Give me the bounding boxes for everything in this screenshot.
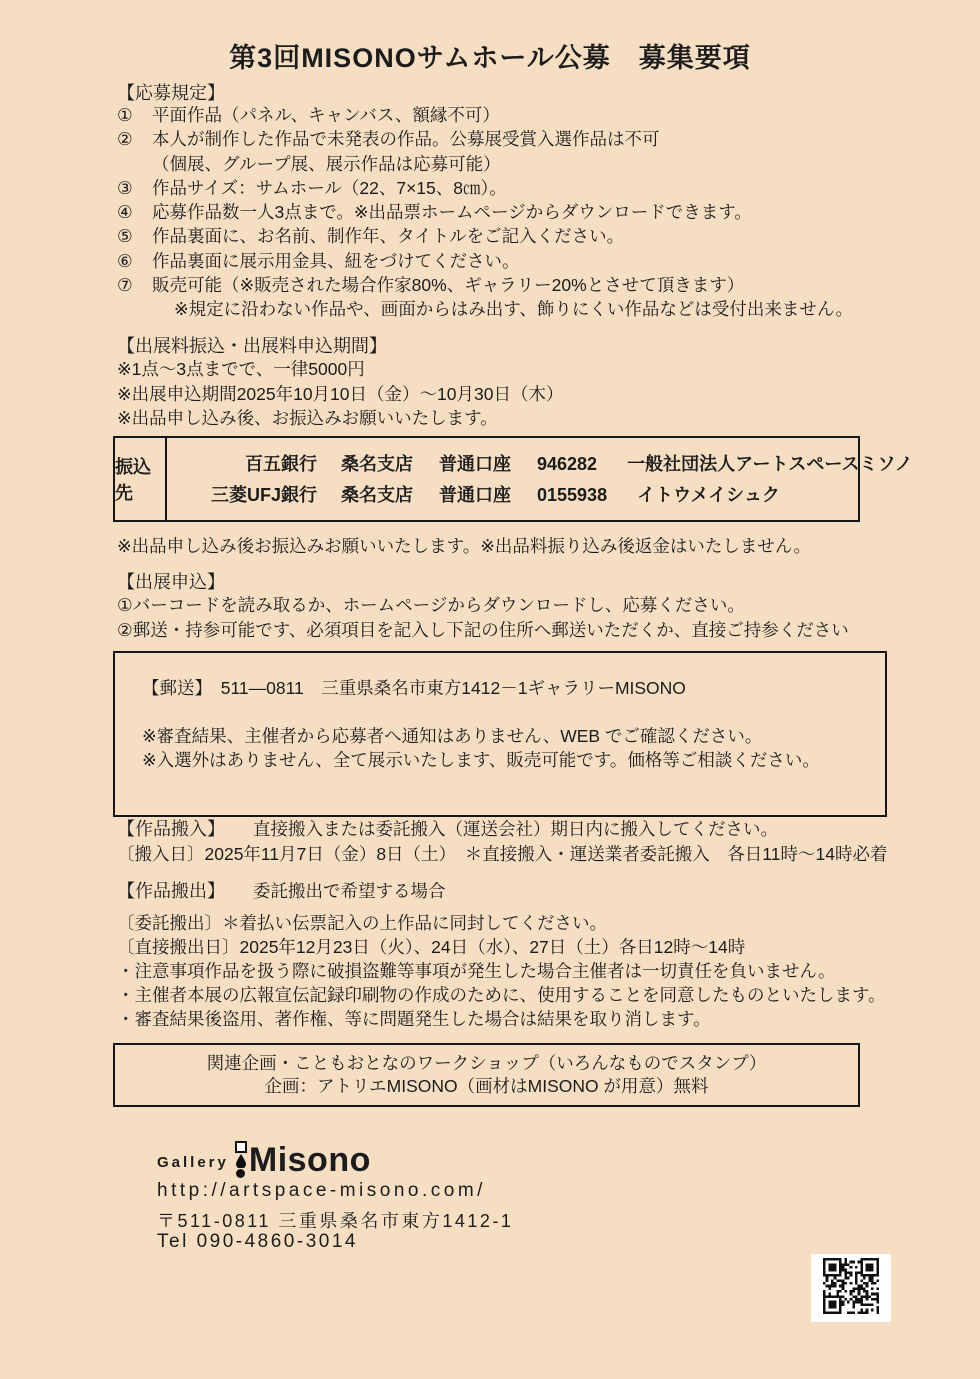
rule-number: ④ — [117, 202, 133, 223]
rule-item — [117, 176, 867, 200]
rule-text-line: 本人が制作した作品で未発表の作品。公募展受賞入選作品は不可 — [152, 129, 660, 150]
carry-in-date-line: 〔搬入日〕2025年11月7日（金）8日（土） ＊直接搬入・運送業者委託搬入 各日11時～14時必着 — [117, 844, 888, 864]
gallery-label: Gallery — [157, 1154, 229, 1171]
bank-branch: 桑名支店 — [341, 484, 413, 505]
qr-code-panel — [811, 1254, 891, 1322]
bank-account-holder: イトウメイシュク — [637, 484, 780, 505]
postal-address: 〒511-0811 三重県桑名市東方1412-1 — [157, 1211, 514, 1231]
section-heading-fee: 【出展料振込・出展料申込期間】 — [117, 336, 387, 356]
bank-transfer-note: ※出品申し込み後お振込みお願いいたします。※出品料振り込み後返金はいたしません。 — [117, 536, 811, 556]
page-title: 第3回MISONOサムホール公募 募集要項 — [229, 43, 751, 73]
fee-note-line: ※出展申込期間2025年10月10日（金）～10月30日（木） — [117, 383, 564, 404]
entry-steps — [117, 593, 849, 643]
carry-out-text: 委託搬出で希望する場合 — [253, 881, 446, 901]
carry-in-heading: 【作品搬入】 — [117, 819, 225, 839]
carry-in-heading-line — [117, 817, 778, 842]
rule-text-line: 作品裏面に、お名前、制作年、タイトルをご記入ください。 — [152, 226, 625, 247]
carry-out-heading-line — [117, 879, 446, 904]
rule-item — [117, 103, 867, 127]
rule-text-line: 平面作品（パネル、キャンバス、額縁不可） — [152, 105, 500, 125]
mail-box-spacer — [142, 700, 885, 724]
rule-item — [117, 224, 867, 248]
carry-out-notes — [117, 911, 886, 1031]
logo-square-icon — [235, 1141, 247, 1153]
rule-text-line: 応募作品数一人3点まで。※出品票ホームページからダウンロードできます。 — [152, 202, 752, 223]
mail-address-line: 【郵送】 511―0811 三重県桑名市東方1412－1ギャラリーMISONO — [142, 678, 686, 698]
bank-account-type: 普通口座 — [439, 484, 511, 505]
logo-text: Misono — [248, 1141, 371, 1179]
carry-out-heading: 【作品搬出】 — [117, 881, 225, 901]
fee-note-line: ※出品申し込み後、お振込みお願いいたします。 — [117, 408, 498, 428]
bank-name: 三菱UFJ銀行 — [210, 484, 317, 505]
carry-in-text: 直接搬入または委託搬入（運送会社）期日内に搬入してください。 — [253, 819, 778, 839]
site-url: http://artspace-misono.com/ — [157, 1180, 486, 1201]
carry-out-line: ・主催者本展の広報宣伝記録印刷物の作成のために、使用することを同意したものといたします。 — [117, 985, 886, 1005]
bank-name: 百五銀行 — [245, 453, 317, 474]
rule-number: ② — [117, 129, 133, 150]
logo-mark-icon — [234, 1141, 249, 1181]
entry-step-line: ①バーコードを読み取るか、ホームページからダウンロードし、応募ください。 — [117, 595, 745, 615]
mail-note-line: ※審査結果、主催者から応募者へ通知はありません、WEB でご確認ください。 — [142, 726, 763, 746]
carry-out-line: ・注意事項作品を扱う際に破損盗難等事項が発生した場合主催者は一切責任を負いません。 — [117, 961, 836, 981]
mail-box — [113, 651, 887, 817]
bank-account-type: 普通口座 — [439, 453, 511, 474]
rules-list — [117, 103, 867, 322]
rule-number: ⑥ — [117, 250, 133, 271]
rule-number: ③ — [117, 177, 133, 198]
mail-note-line: ※入選外はありません、全て展示いたします、販売可能です。価格等ご相談ください。 — [142, 750, 820, 770]
misono-logo — [157, 1141, 371, 1181]
section-heading-rules: 【応募規定】 — [117, 83, 225, 103]
workshop-line: 企画：アトリエMISONO（画材はMISONO が用意）無料 — [264, 1076, 709, 1096]
workshop-box — [113, 1043, 860, 1107]
carry-out-line: ・審査結果後盗用、著作権、等に問題発生した場合は結果を取り消します。 — [117, 1009, 711, 1029]
bank-transfer-content — [167, 438, 913, 520]
rule-number: ⑦ — [117, 275, 133, 296]
bank-transfer-box — [113, 436, 913, 522]
bank-account-holder: 一般社団法人アートスペースミソノ — [627, 453, 913, 474]
bank-row — [167, 482, 913, 508]
rule-text-line: 作品裏面に展示用金具、紐をづけてください。 — [152, 250, 520, 271]
workshop-line: 関連企画・こともおとなのワークショップ（いろんなものでスタンプ） — [206, 1052, 767, 1073]
rule-text-line: （個展、グループ展、展示作品は応募可能） — [152, 153, 501, 174]
bank-row — [167, 451, 913, 477]
rule-item — [117, 249, 867, 273]
bank-transfer-label: 振込先 — [115, 438, 167, 520]
rule-item — [117, 127, 867, 176]
rule-text-line: 販売可能（※販売された場合作家80%、ギャラリー20%とさせて頂きます） — [152, 275, 745, 296]
rule-number: ① — [117, 105, 133, 125]
entry-step-line: ②郵送・持参可能です、必須項目を記入し下記の住所へ郵送いただくか、直接ご持参ください — [117, 620, 849, 640]
carry-out-line: 〔直接搬出日〕2025年12月23日（火）、24日（水）、27日（土）各日12時～14時 — [117, 937, 746, 957]
rule-item — [117, 200, 867, 224]
fee-notes — [117, 357, 563, 431]
rule-text-line: 作品サイズ：サムホール（22、7×15、8㎝）。 — [152, 177, 507, 198]
bank-account-number: 0155938 — [537, 484, 608, 505]
phone-number: Tel 090-4860-3014 — [157, 1231, 358, 1252]
carry-out-line: 〔委託搬出〕＊着払い伝票記入の上作品に同封してください。 — [117, 913, 607, 933]
rule-number: ⑤ — [117, 226, 133, 247]
qr-code — [823, 1258, 879, 1319]
logo-dot-icon — [236, 1169, 245, 1178]
bank-account-number: 946282 — [537, 453, 598, 474]
bank-branch: 桑名支店 — [341, 453, 413, 474]
rule-text-line: ※規定に沿わない作品や、画面からはみ出す、飾りにくい作品などは受付出来ません。 — [174, 299, 853, 320]
section-heading-entry: 【出展申込】 — [117, 572, 225, 592]
rule-item — [117, 273, 867, 322]
fee-note-line: ※1点～3点までで、一律5000円 — [117, 359, 365, 379]
